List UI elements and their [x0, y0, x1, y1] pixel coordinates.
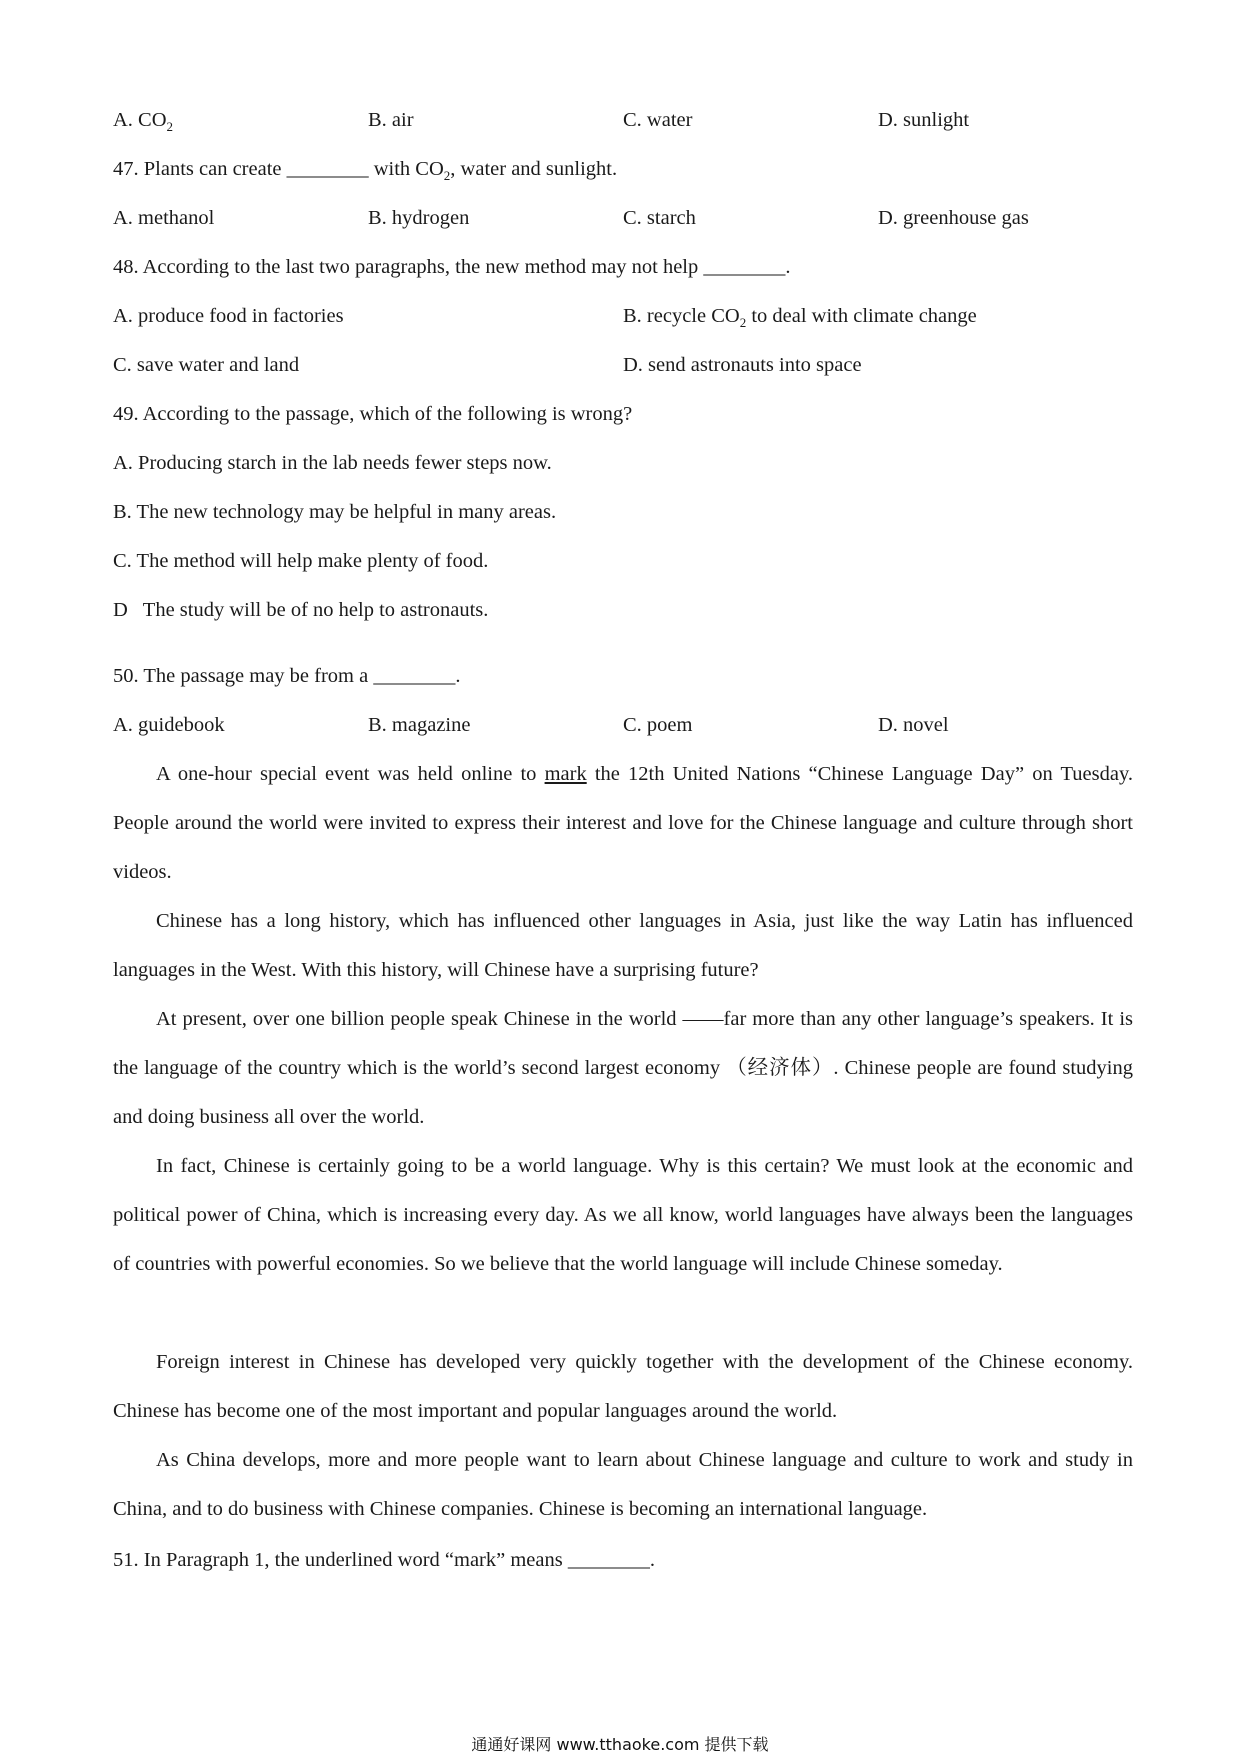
q50-stem: 50. The passage may be from a ________. [113, 665, 461, 687]
q46-option-b: B. air [368, 109, 414, 131]
footer-watermark: 通通好课网 www.tthaoke.com 提供下载 [471, 1735, 769, 1754]
passage-paragraph-4: In fact, Chinese is certainly going to be a world language. Why is this certain? We must look at the economic and political power of China, which is increasing every day. As we all know, world languages have always been the languages of countries with powerful economies. So we believe that the world language will include Chinese someday. [113, 1155, 1133, 1275]
q50-option-d: D. novel [878, 714, 949, 736]
passage-paragraph-5: Foreign interest in Chinese has developed very quickly together with the development of the Chinese economy. Chinese has become one of the most important and popular languages around the world. [113, 1351, 1133, 1422]
q49-option-a: A. Producing starch in the lab needs fewer steps now. [113, 452, 552, 474]
q49-option-b: B. The new technology may be helpful in many areas. [113, 501, 557, 523]
q47-option-d: D. greenhouse gas [878, 207, 1029, 229]
q50-option-c: C. poem [623, 714, 693, 736]
passage-paragraph-2: Chinese has a long history, which has influenced other languages in Asia, just like the way Latin has influenced languages in the West. With this history, will Chinese have a surprising future? [113, 910, 1133, 981]
q50-option-b: B. magazine [368, 714, 471, 736]
q49-option-d: D The study will be of no help to astronauts. [113, 599, 489, 621]
q50-option-a: A. guidebook [113, 714, 225, 736]
q48-option-d: D. send astronauts into space [623, 354, 862, 376]
q47-option-c: C. starch [623, 207, 696, 229]
q51-stem: 51. In Paragraph 1, the underlined word “mark” means ________. [113, 1549, 655, 1571]
q46-option-d: D. sunlight [878, 109, 970, 131]
q48-option-c: C. save water and land [113, 354, 300, 376]
underlined-word-mark: mark [544, 763, 587, 785]
q47-option-a: A. methanol [113, 207, 215, 229]
q47-option-b: B. hydrogen [368, 207, 470, 229]
passage-paragraph-1: A one-hour special event was held online to mark the 12th United Nations “Chinese Language Day” on Tuesday. People around the world were invited to express their interest and love for the Chinese language and culture through short videos. [113, 763, 1133, 883]
q49-stem: 49. According to the passage, which of the following is wrong? [113, 403, 633, 425]
q48-option-a: A. produce food in factories [113, 305, 344, 327]
q48-stem: 48. According to the last two paragraphs, the new method may not help ________. [113, 256, 791, 278]
passage-paragraph-6: As China develops, more and more people want to learn about Chinese language and culture to work and study in China, and to do business with Chinese companies. Chinese is becoming an international language. [113, 1449, 1133, 1520]
q47-stem: 47. Plants can create ________ with $CO_2$, water and sunlight. [113, 158, 618, 184]
q46-option-a: A. $CO_2$ [113, 109, 174, 135]
passage-paragraph-3: At present, over one billion people speak Chinese in the world ——far more than any other language’s speakers. It is the language of the country which is the world’s second largest economy （经济体）. Chinese people are found studying and doing business all over the world. [113, 1008, 1133, 1128]
q48-option-b: B. recycle $CO_2$ to deal with climate change [623, 305, 977, 331]
q46-option-c: C. water [623, 109, 693, 131]
q49-option-c: C. The method will help make plenty of food. [113, 550, 489, 572]
